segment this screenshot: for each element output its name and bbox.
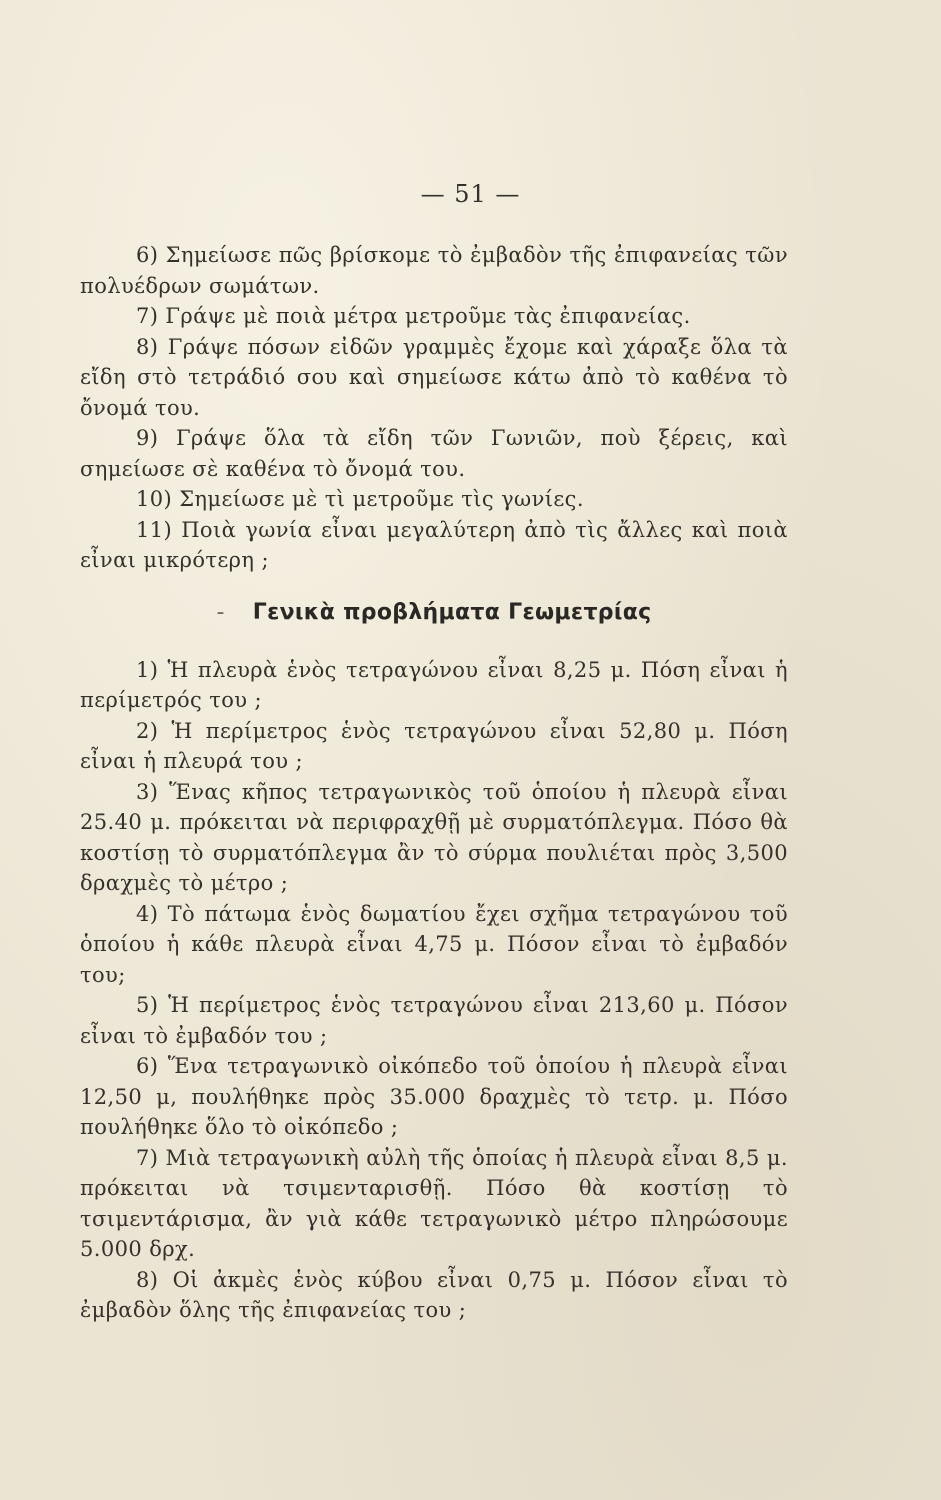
problem-1: 1) Ἡ πλευρὰ ἑνὸς τετραγώνου εἶναι 8,25 μ. Πόση εἶναι ἡ περίμετρός του ; (80, 657, 788, 712)
question-8: 8) Γράψε πόσων εἰδῶν γραμμὲς ἔχομε καὶ χάραξε ὅλα τὰ εἴδη στὸ τετράδιό σου καὶ σημείωσε κάτω ἀπὸ τὸ καθένα τὸ ὄνομά του. (80, 334, 788, 420)
question-7: 7) Γράψε μὲ ποιὰ μέτρα μετροῦμε τὰς ἐπιφανείας. (136, 304, 691, 328)
problem-5: 5) Ἡ περίμετρος ἑνὸς τετραγώνου εἶναι 213,60 μ. Πόσον εἶναι τὸ ἐμβαδόν του ; (80, 993, 788, 1048)
section-heading-title: Γενικὰ προβλήματα Γεωμετρίας (252, 599, 652, 625)
question-9: 9) Γράψε ὅλα τὰ εἴδη τῶν Γωνιῶν, ποὺ ξέρεις, καὶ σημείωσε σὲ καθένα τὸ ὄνομά του. (80, 426, 788, 481)
problem-6: 6) Ἕνα τετραγωνικὸ οἰκόπεδο τοῦ ὁποίου ἡ πλευρὰ εἶναι 12,50 μ, πουλήθηκε πρὸς 35.000 δραχμὲς τὸ τετρ. μ. Πόσο πουλήθηκε ὅλο τὸ οἰκόπεδο ; (80, 1054, 788, 1139)
section-heading (80, 600, 788, 625)
question-11: 11) Ποιὰ γωνία εἶναι μεγαλύτερη ἀπὸ τὶς ἄλλες καὶ ποιὰ εἶναι μικρότερη ; (80, 517, 788, 572)
problem-2: 2) Ἡ περίμετρος ἑνὸς τετραγώνου εἶναι 52,80 μ. Πόση εἶναι ἡ πλευρά του ; (80, 718, 788, 773)
question-10: 10) Σημείωσε μὲ τὶ μετροῦμε τὶς γωνίες. (136, 487, 584, 511)
problem-7: 7) Μιὰ τετραγωνικὴ αὐλὴ τῆς ὁποίας ἡ πλευρὰ εἶναι 8,5 μ. πρόκειται νὰ τσιμενταρισθῇ. Πόσο θὰ κοστίσῃ τὸ τσιμεντάρισμα, ἂν γιὰ κάθε τετραγωνικὸ μέτρο πληρώσουμε 5.000 δρχ. (80, 1145, 788, 1261)
problem-3: 3) Ἕνας κῆπος τετραγωνικὸς τοῦ ὁποίου ἡ πλευρὰ εἶναι 25.40 μ. πρόκειται νὰ περιφραχθῇ μὲ συρματόπλεγμα. Πόσο θὰ κοστίσῃ τὸ συρματόπλεγμα ἂν τὸ σύρμα πουλιέται πρὸς 3,500 δραχμὲς τὸ μέτρο ; (80, 779, 788, 895)
section-heading-dash: - (216, 599, 225, 625)
page-number: — 51 — (420, 180, 521, 208)
page-content (80, 240, 788, 1326)
problem-8: 8) Οἱ ἀκμὲς ἑνὸς κύβου εἶναι 0,75 μ. Πόσον εἶναι τὸ ἐμβαδὸν ὅλης τῆς ἐπιφανείας του ; (80, 1267, 788, 1322)
problem-4: 4) Τὸ πάτωμα ἑνὸς δωματίου ἔχει σχῆμα τετραγώνου τοῦ ὁποίου ἡ κάθε πλευρὰ εἶναι 4,75 μ. Πόσον εἶναι τὸ ἐμβαδόν του; (80, 901, 788, 987)
question-6: 6) Σημείωσε πῶς βρίσκομε τὸ ἐμβαδὸν τῆς ἐπιφανείας τῶν πολυέδρων σωμάτων. (80, 243, 788, 298)
